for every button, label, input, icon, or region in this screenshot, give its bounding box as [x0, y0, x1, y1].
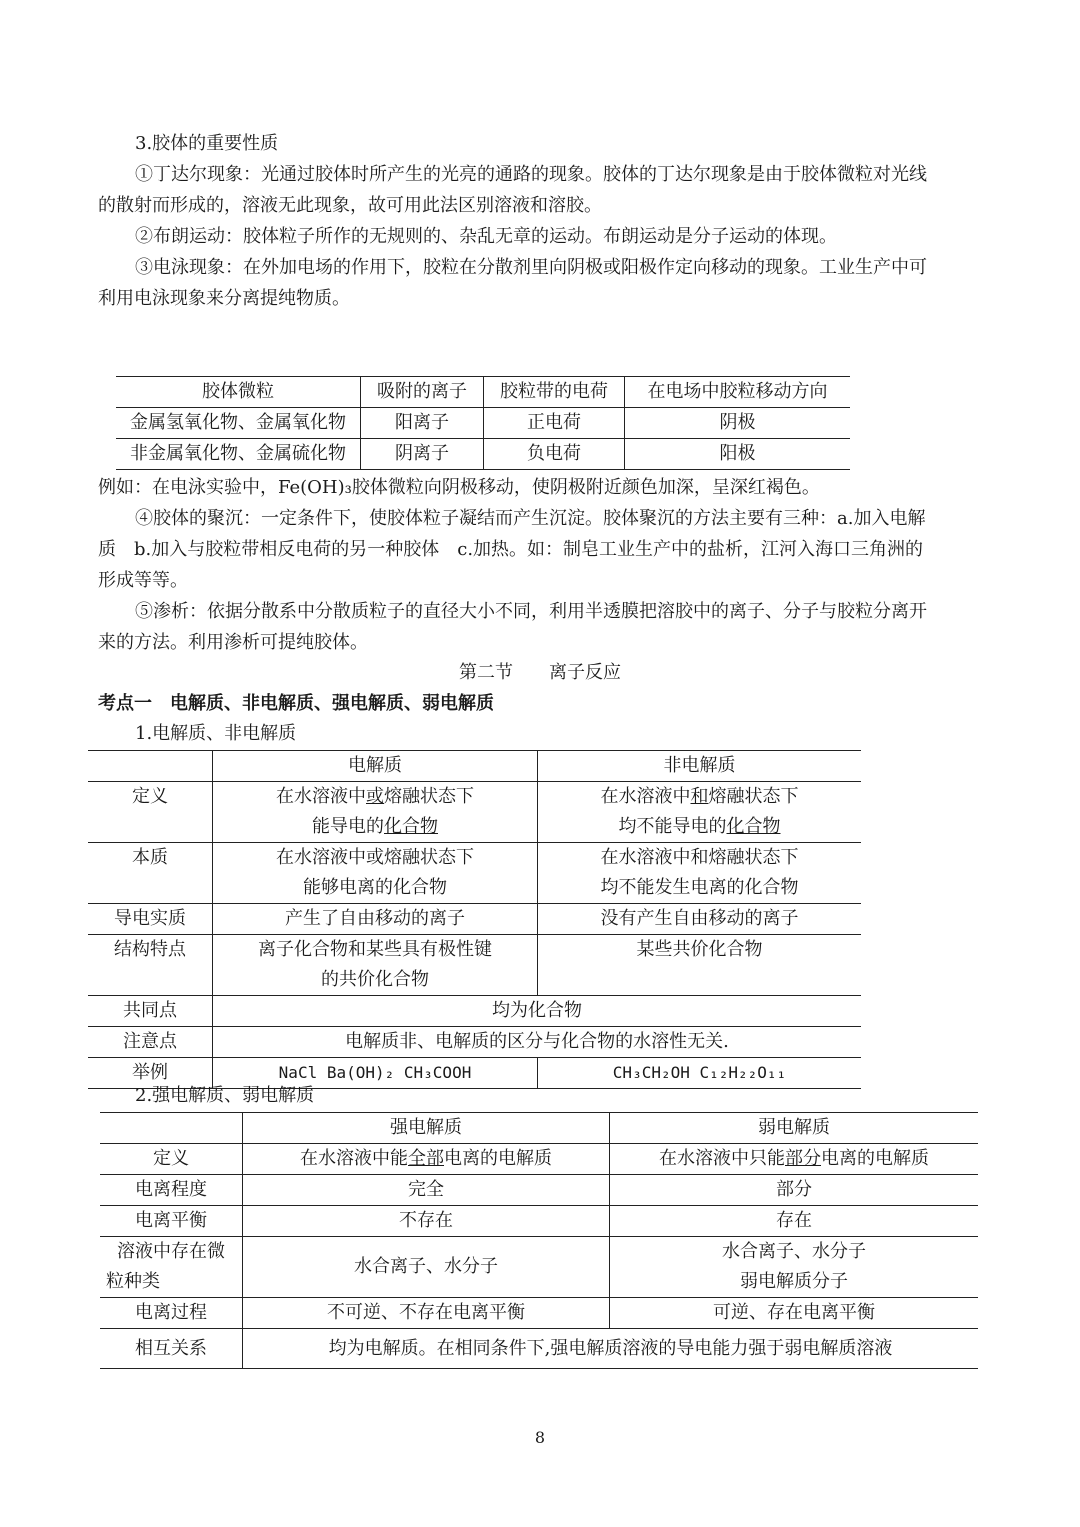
- table-cell: 在水溶液中或熔融状态下 能够电离的化合物: [213, 843, 538, 904]
- page-number: 8: [534, 1428, 546, 1447]
- row-label: 结构特点: [88, 935, 213, 996]
- table-header: 非电解质: [538, 751, 862, 782]
- table-cell: 阴离子: [361, 439, 484, 470]
- row-label: 导电实质: [88, 904, 213, 935]
- table-row: [88, 904, 861, 935]
- section-heading: 3.胶体的重要性质: [135, 133, 279, 154]
- table-row: [100, 1113, 978, 1144]
- table-cell: 均为化合物: [213, 996, 862, 1027]
- kaodian-heading: 考点一 电解质、非电解质、强电解质、弱电解质: [98, 693, 494, 714]
- table-cell: 水合离子、水分子: [243, 1237, 610, 1298]
- table-cell: 水合离子、水分子 弱电解质分子: [610, 1237, 979, 1298]
- section-title: 第二节 离子反应: [459, 662, 621, 683]
- table-cell: 某些共价化合物: [538, 935, 862, 996]
- table-cell: 产生了自由移动的离子: [213, 904, 538, 935]
- table-header: 胶粒带的电荷: [484, 377, 625, 408]
- table-header: 弱电解质: [610, 1113, 979, 1144]
- table-cell: 正电荷: [484, 408, 625, 439]
- table-cell: 阳离子: [361, 408, 484, 439]
- strong-weak-electrolyte-table: [100, 1112, 978, 1369]
- paragraph-brownian: ②布朗运动：胶体粒子所作的无规则的、杂乱无章的运动。布朗运动是分子运动的体现。: [135, 226, 837, 247]
- row-label: 注意点: [88, 1027, 213, 1058]
- row-label: 电离平衡: [100, 1206, 243, 1237]
- colloid-charge-table: [116, 376, 850, 470]
- table-cell: 负电荷: [484, 439, 625, 470]
- paragraph-electrophoresis-line2: 利用电泳现象来分离提纯物质。: [98, 288, 350, 309]
- row-label: 定义: [88, 782, 213, 843]
- row-label: 相互关系: [100, 1329, 243, 1369]
- subheading-strong-weak: 2.强电解质、弱电解质: [135, 1085, 315, 1106]
- table-cell: 阳极: [625, 439, 851, 470]
- row-label: 定义: [100, 1144, 243, 1175]
- table-row: [88, 782, 861, 843]
- table-cell: 阴极: [625, 408, 851, 439]
- table-header: 电解质: [213, 751, 538, 782]
- table-cell: 在水溶液中能全部电离的电解质: [243, 1144, 610, 1175]
- table-cell: 在水溶液中和熔融状态下 均不能导电的化合物: [538, 782, 862, 843]
- table-cell: 非金属氧化物、金属硫化物: [116, 439, 361, 470]
- subheading-electrolyte: 1.电解质、非电解质: [135, 723, 297, 744]
- table-row: [116, 408, 850, 439]
- table-cell: 可逆、存在电离平衡: [610, 1298, 979, 1329]
- paragraph-dialysis-line2: 来的方法。利用渗析可提纯胶体。: [98, 632, 368, 653]
- row-label: 共同点: [88, 996, 213, 1027]
- row-label: 电离过程: [100, 1298, 243, 1329]
- example-line: 例如：在电泳实验中，Fe(OH)₃胶体微粒向阴极移动，使阴极附近颜色加深，呈深红褐色。: [98, 477, 820, 498]
- table-row: [100, 1206, 978, 1237]
- table-cell: 在水溶液中和熔融状态下 均不能发生电离的化合物: [538, 843, 862, 904]
- paragraph-tyndall-line2: 的散射而形成的，溶液无此现象，故可用此法区别溶液和溶胶。: [98, 195, 602, 216]
- row-label: 本质: [88, 843, 213, 904]
- table-row: [88, 935, 861, 996]
- paragraph-tyndall-line1: ①丁达尔现象：光通过胶体时所产生的光亮的通路的现象。胶体的丁达尔现象是由于胶体微粒对光线: [135, 164, 927, 185]
- table-cell: 完全: [243, 1175, 610, 1206]
- paragraph-electrophoresis-line1: ③电泳现象：在外加电场的作用下，胶粒在分散剂里向阴极或阳极作定向移动的现象。工业生产中可: [135, 257, 927, 278]
- table-row: [100, 1175, 978, 1206]
- table-header: 胶体微粒: [116, 377, 361, 408]
- table-row: [116, 377, 850, 408]
- table-cell: 不可逆、不存在电离平衡: [243, 1298, 610, 1329]
- table-cell: 在水溶液中只能部分电离的电解质: [610, 1144, 979, 1175]
- electrolyte-table: [88, 750, 861, 1089]
- row-label: 举例: [88, 1058, 213, 1089]
- table-row: [88, 996, 861, 1027]
- paragraph-coagulation-line2: 质 b.加入与胶粒带相反电荷的另一种胶体 c.加热。如：制皂工业生产中的盐析，江河入海口三角洲的: [98, 539, 924, 560]
- table-row: [100, 1298, 978, 1329]
- table-cell: 没有产生自由移动的离子: [538, 904, 862, 935]
- table-row: [88, 1027, 861, 1058]
- table-cell: 离子化合物和某些具有极性键 的共价化合物: [213, 935, 538, 996]
- table-header: 强电解质: [243, 1113, 610, 1144]
- table-cell: 金属氢氧化物、金属氧化物: [116, 408, 361, 439]
- table-cell: 均为电解质。在相同条件下,强电解质溶液的导电能力强于弱电解质溶液: [243, 1329, 979, 1369]
- table-cell: 存在: [610, 1206, 979, 1237]
- table-row: [88, 843, 861, 904]
- table-cell: 电解质非、电解质的区分与化合物的水溶性无关.: [213, 1027, 862, 1058]
- table-row: [100, 1237, 978, 1298]
- paragraph-dialysis-line1: ⑤渗析：依据分散系中分散质粒子的直径大小不同，利用半透膜把溶胶中的离子、分子与胶粒分离开: [135, 601, 927, 622]
- paragraph-coagulation-line1: ④胶体的聚沉：一定条件下，使胶体粒子凝结而产生沉淀。胶体聚沉的方法主要有三种：a.加入电解: [135, 508, 926, 529]
- table-header: 在电场中胶粒移动方向: [625, 377, 851, 408]
- table-row: [88, 751, 861, 782]
- table-cell: 在水溶液中或熔融状态下 能导电的化合物: [213, 782, 538, 843]
- table-row: [116, 439, 850, 470]
- row-label: 溶液中存在微 粒种类: [100, 1237, 243, 1298]
- table-cell: CH₃CH₂OH C₁₂H₂₂O₁₁: [538, 1058, 862, 1089]
- table-cell: 部分: [610, 1175, 979, 1206]
- table-header: 吸附的离子: [361, 377, 484, 408]
- table-cell: 不存在: [243, 1206, 610, 1237]
- table-cell: NaCl Ba(OH)₂ CH₃COOH: [213, 1058, 538, 1089]
- paragraph-coagulation-line3: 形成等等。: [98, 570, 188, 591]
- table-row: [100, 1329, 978, 1369]
- row-label: 电离程度: [100, 1175, 243, 1206]
- table-row: [100, 1144, 978, 1175]
